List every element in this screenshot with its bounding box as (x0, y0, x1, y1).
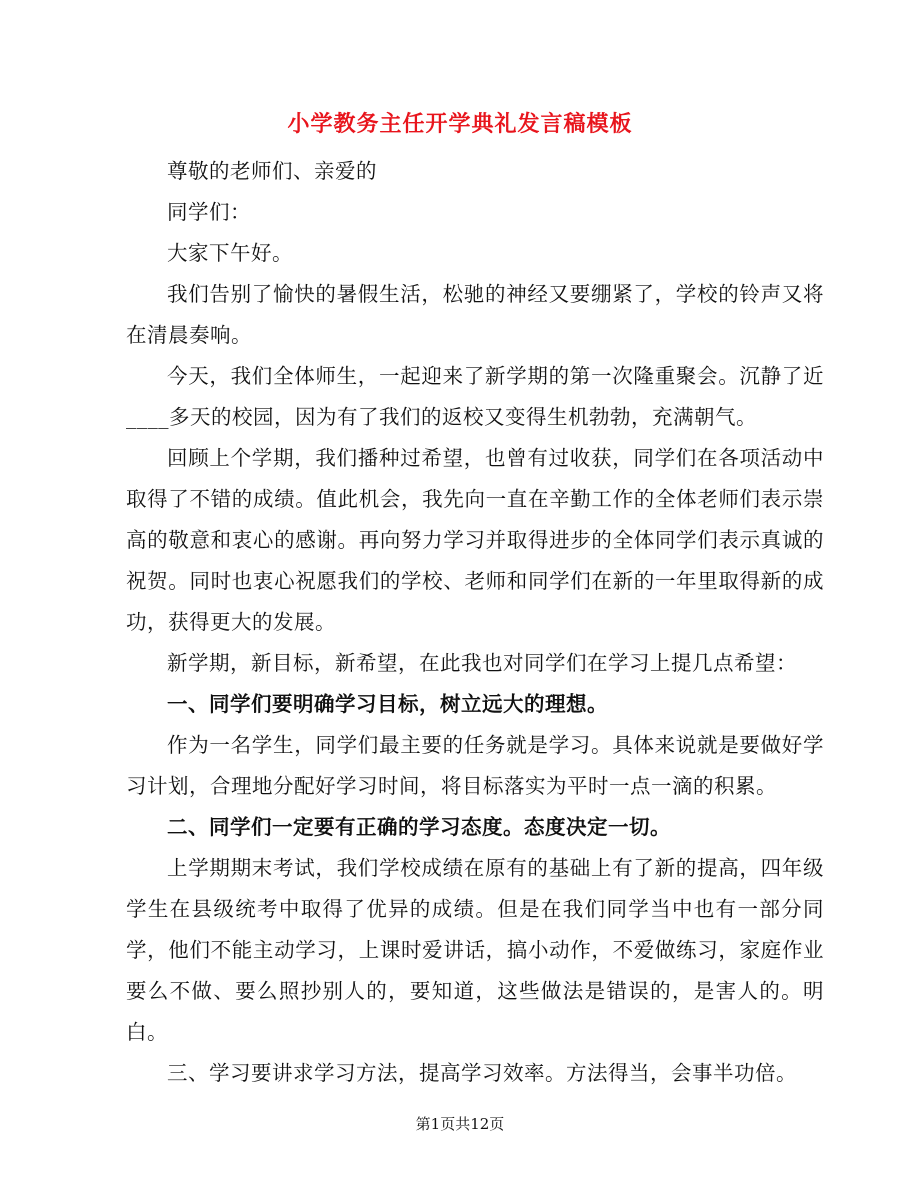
paragraph: 回顾上个学期，我们播种过希望，也曾有过收获，同学们在各项活动中取得了不错的成绩。值此机会，我先向一直在辛勤工作的全体老师们表示崇高的敬意和衷心的感谢。再向努力学习并取得进步的全体同学们表示真诚的祝贺。同时也衷心祝愿我们的学校、老师和同学们在新的一年里取得新的成功，获得更大的发展。 (126, 446, 824, 634)
paragraph: 作为一名学生，同学们最主要的任务就是学习。具体来说就是要做好学习计划，合理地分配好学习时间，将目标落实为平时一点一滴的积累。 (126, 733, 824, 798)
section-heading: 二、同学们一定要有正确的学习态度。态度决定一切。 (167, 815, 671, 839)
paragraph: 同学们： (167, 200, 251, 224)
paragraph: 新学期，新目标，新希望，在此我也对同学们在学习上提几点希望： (167, 651, 797, 675)
document-title: 小学教务主任开学典礼发言稿模板 (287, 111, 633, 137)
paragraph: 上学期期末考试，我们学校成绩在原有的基础上有了新的提高，四年级学生在县级统考中取得了优异的成绩。但是在我们同学当中也有一部分同学，他们不能主动学习，上课时爱讲话，搞小动作，不爱做练习，家庭作业要么不做、要么照抄别人的，要知道，这些做法是错误的，是害人的。明白。 (126, 856, 824, 1044)
document-body (126, 151, 824, 1094)
paragraph: 大家下午好。 (167, 241, 293, 265)
paragraph: 尊敬的老师们、亲爱的 (167, 159, 377, 183)
paragraph: 我们告别了愉快的暑假生活，松驰的神经又要绷紧了，学校的铃声又将在清晨奏响。 (126, 282, 824, 347)
page-footer: 第1页共12页 (415, 1115, 505, 1133)
section-heading: 一、同学们要明确学习目标，树立远大的理想。 (167, 692, 608, 716)
paragraph: 三、学习要讲求学习方法，提高学习效率。方法得当，会事半功倍。 (167, 1061, 797, 1085)
paragraph: 今天，我们全体师生，一起迎来了新学期的第一次隆重聚会。沉静了近____多天的校园，因为有了我们的返校又变得生机勃勃，充满朝气。 (126, 364, 824, 429)
